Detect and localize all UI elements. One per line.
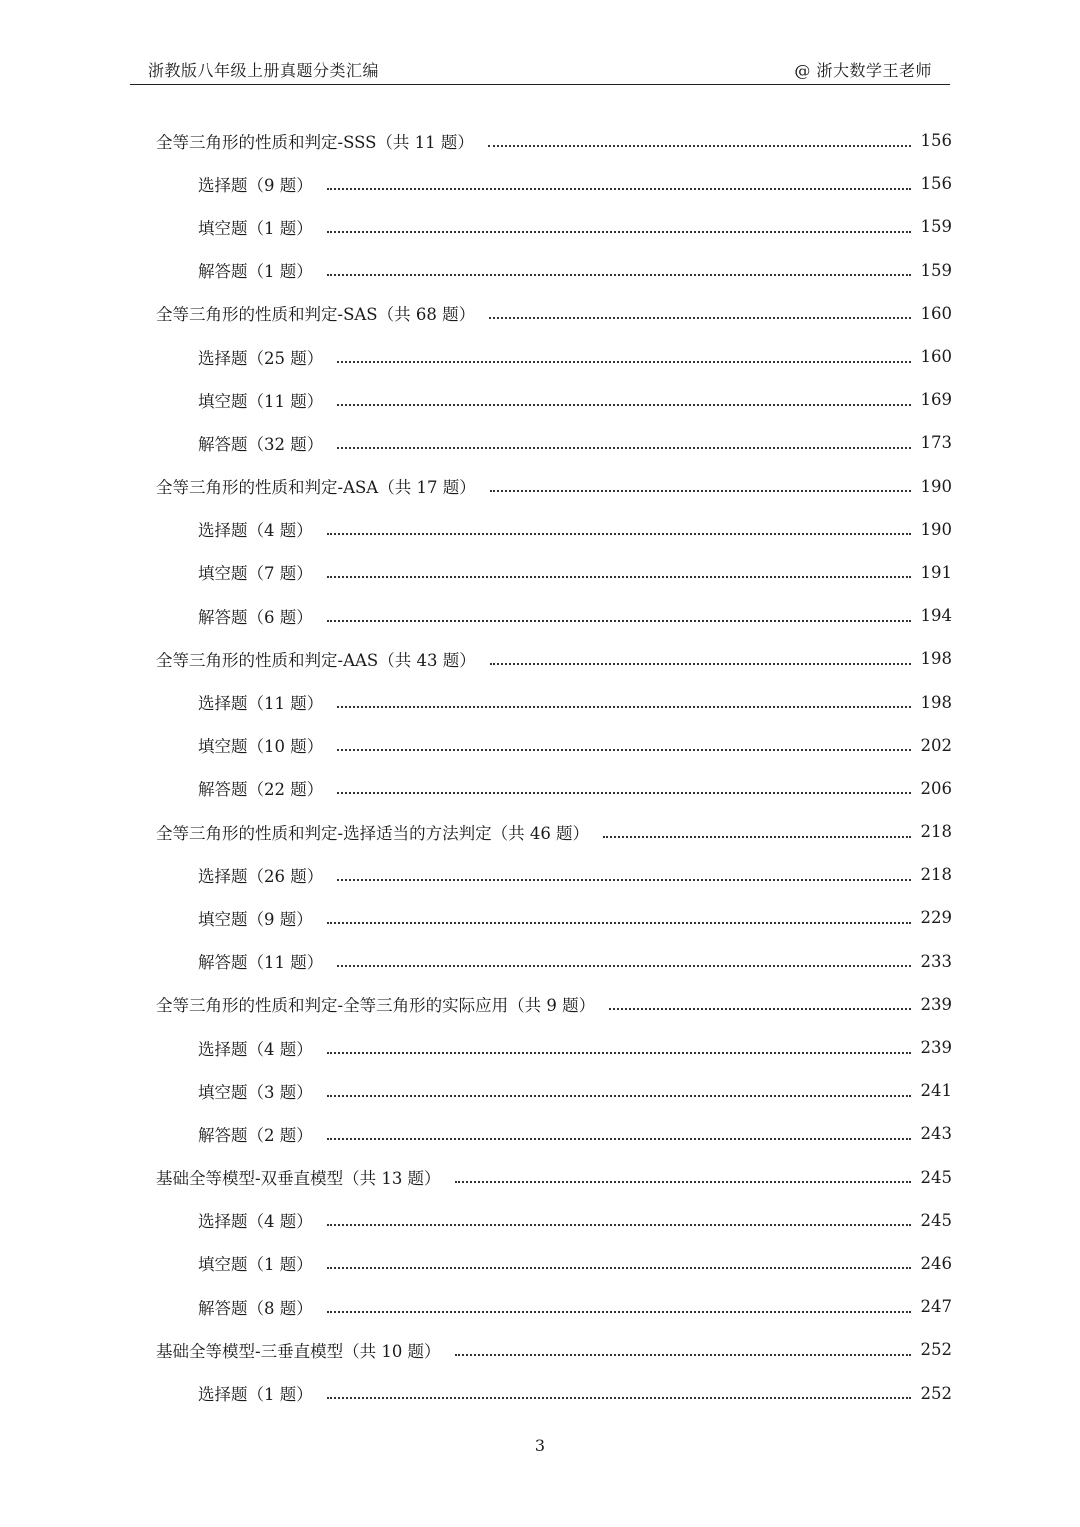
toc-entry-title: 填空题（10 题） — [198, 737, 324, 757]
toc-subsection-entry[interactable] — [0, 1199, 1080, 1242]
toc-entry-page: 156 — [920, 131, 952, 151]
toc-entry-title: 解答题（22 题） — [198, 780, 324, 800]
page-header — [130, 56, 950, 85]
dot-leader — [327, 1052, 911, 1054]
toc-entry-page: 159 — [920, 260, 952, 280]
toc-section-entry[interactable] — [0, 1156, 1080, 1199]
toc-entry-title: 全等三角形的性质和判定-AAS（共 43 题） — [156, 650, 476, 670]
toc-entry-page: 246 — [920, 1253, 952, 1273]
toc-entry-title: 选择题（1 题） — [198, 1385, 313, 1405]
toc-entry-title: 解答题（6 题） — [198, 607, 313, 627]
toc-subsection-entry[interactable] — [0, 508, 1080, 551]
toc-entry-page: 190 — [920, 476, 952, 496]
toc-entry-title: 选择题（25 题） — [198, 348, 324, 368]
dot-leader — [603, 836, 910, 838]
toc-entry-title: 基础全等模型-双垂直模型（共 13 题） — [156, 1169, 441, 1189]
toc-subsection-entry[interactable] — [0, 162, 1080, 205]
dot-leader — [327, 576, 911, 578]
toc-entry-title: 基础全等模型-三垂直模型（共 10 题） — [156, 1341, 441, 1361]
toc-subsection-entry[interactable] — [0, 1242, 1080, 1285]
toc-section-entry[interactable] — [0, 637, 1080, 680]
dot-leader — [489, 317, 910, 319]
table-of-contents — [0, 119, 1080, 1415]
toc-entry-title: 填空题（11 题） — [198, 391, 324, 411]
toc-subsection-entry[interactable] — [0, 551, 1080, 594]
toc-entry-title: 全等三角形的性质和判定-选择适当的方法判定（共 46 题） — [156, 823, 590, 843]
toc-subsection-entry[interactable] — [0, 594, 1080, 637]
toc-entry-page: 169 — [920, 390, 952, 410]
toc-section-entry[interactable] — [0, 465, 1080, 508]
dot-leader — [490, 663, 911, 665]
dot-leader — [327, 1311, 911, 1313]
page-number: 3 — [534, 1436, 546, 1455]
toc-subsection-entry[interactable] — [0, 940, 1080, 983]
toc-entry-title: 填空题（1 题） — [198, 218, 313, 238]
toc-entry-page: 245 — [920, 1167, 952, 1187]
toc-entry-page: 252 — [920, 1340, 952, 1360]
toc-subsection-entry[interactable] — [0, 1112, 1080, 1155]
toc-entry-page: 206 — [920, 778, 952, 798]
document-title: 浙教版八年级上册真题分类汇编 — [148, 61, 380, 80]
toc-entry-page: 202 — [920, 735, 952, 755]
toc-section-entry[interactable] — [0, 983, 1080, 1026]
toc-entry-title: 全等三角形的性质和判定-ASA（共 17 题） — [156, 478, 476, 498]
toc-entry-title: 全等三角形的性质和判定-全等三角形的实际应用（共 9 题） — [156, 996, 596, 1016]
toc-entry-title: 解答题（8 题） — [198, 1298, 313, 1318]
toc-subsection-entry[interactable] — [0, 1285, 1080, 1328]
dot-leader — [337, 792, 910, 794]
toc-subsection-entry[interactable] — [0, 249, 1080, 292]
dot-leader — [327, 274, 911, 276]
toc-section-entry[interactable] — [0, 119, 1080, 162]
toc-entry-title: 填空题（3 题） — [198, 1082, 313, 1102]
toc-subsection-entry[interactable] — [0, 205, 1080, 248]
dot-leader — [337, 447, 910, 449]
toc-entry-page: 229 — [920, 908, 952, 928]
dot-leader — [609, 1008, 910, 1010]
dot-leader — [327, 188, 911, 190]
toc-entry-page: 173 — [920, 433, 952, 453]
toc-subsection-entry[interactable] — [0, 724, 1080, 767]
dot-leader — [327, 1095, 911, 1097]
toc-entry-title: 全等三角形的性质和判定-SSS（共 11 题） — [156, 132, 474, 152]
toc-entry-page: 239 — [920, 1038, 952, 1058]
toc-entry-page: 198 — [920, 649, 952, 669]
dot-leader — [327, 1267, 911, 1269]
toc-subsection-entry[interactable] — [0, 1371, 1080, 1414]
toc-section-entry[interactable] — [0, 810, 1080, 853]
toc-entry-title: 选择题（26 题） — [198, 866, 324, 886]
dot-leader — [327, 1138, 911, 1140]
toc-entry-title: 全等三角形的性质和判定-SAS（共 68 题） — [156, 305, 476, 325]
toc-entry-page: 239 — [920, 994, 952, 1014]
toc-entry-title: 解答题（32 题） — [198, 434, 324, 454]
toc-subsection-entry[interactable] — [0, 335, 1080, 378]
dot-leader — [455, 1354, 911, 1356]
toc-entry-page: 190 — [920, 519, 952, 539]
dot-leader — [337, 879, 910, 881]
toc-entry-title: 解答题（1 题） — [198, 262, 313, 282]
toc-entry-title: 选择题（4 题） — [198, 1039, 313, 1059]
toc-entry-page: 233 — [920, 951, 952, 971]
toc-entry-title: 填空题（9 题） — [198, 909, 313, 929]
toc-subsection-entry[interactable] — [0, 421, 1080, 464]
toc-section-entry[interactable] — [0, 1328, 1080, 1371]
toc-subsection-entry[interactable] — [0, 853, 1080, 896]
author-credit: @ 浙大数学王老师 — [794, 61, 932, 80]
toc-entry-title: 解答题（2 题） — [198, 1125, 313, 1145]
dot-leader — [337, 361, 910, 363]
toc-subsection-entry[interactable] — [0, 1069, 1080, 1112]
dot-leader — [327, 1224, 911, 1226]
toc-entry-title: 填空题（7 题） — [198, 564, 313, 584]
toc-entry-page: 159 — [920, 217, 952, 237]
toc-entry-title: 选择题（11 题） — [198, 694, 324, 714]
dot-leader — [488, 145, 911, 147]
toc-entry-title: 选择题（4 题） — [198, 1212, 313, 1232]
toc-entry-page: 243 — [920, 1124, 952, 1144]
toc-subsection-entry[interactable] — [0, 378, 1080, 421]
toc-subsection-entry[interactable] — [0, 896, 1080, 939]
toc-entry-page: 247 — [920, 1297, 952, 1317]
toc-entry-page: 160 — [920, 303, 952, 323]
toc-subsection-entry[interactable] — [0, 1026, 1080, 1069]
toc-entry-title: 解答题（11 题） — [198, 953, 324, 973]
toc-entry-page: 198 — [920, 692, 952, 712]
toc-entry-page: 194 — [920, 606, 952, 626]
toc-entry-title: 填空题（1 题） — [198, 1255, 313, 1275]
dot-leader — [327, 231, 911, 233]
dot-leader — [337, 965, 910, 967]
dot-leader — [327, 533, 911, 535]
toc-entry-page: 252 — [920, 1383, 952, 1403]
dot-leader — [327, 620, 911, 622]
toc-subsection-entry[interactable] — [0, 680, 1080, 723]
toc-entry-page: 218 — [920, 865, 952, 885]
dot-leader — [490, 490, 911, 492]
toc-section-entry[interactable] — [0, 292, 1080, 335]
toc-entry-page: 218 — [920, 822, 952, 842]
toc-entry-page: 160 — [920, 347, 952, 367]
toc-entry-title: 选择题（9 题） — [198, 175, 313, 195]
toc-entry-page: 191 — [920, 562, 952, 582]
toc-entry-title: 选择题（4 题） — [198, 521, 313, 541]
toc-entry-page: 245 — [920, 1210, 952, 1230]
dot-leader — [337, 706, 910, 708]
dot-leader — [327, 922, 911, 924]
dot-leader — [337, 749, 910, 751]
dot-leader — [327, 1397, 911, 1399]
toc-entry-page: 241 — [920, 1081, 952, 1101]
toc-entry-page: 156 — [920, 174, 952, 194]
dot-leader — [455, 1181, 911, 1183]
toc-subsection-entry[interactable] — [0, 767, 1080, 810]
dot-leader — [337, 404, 910, 406]
